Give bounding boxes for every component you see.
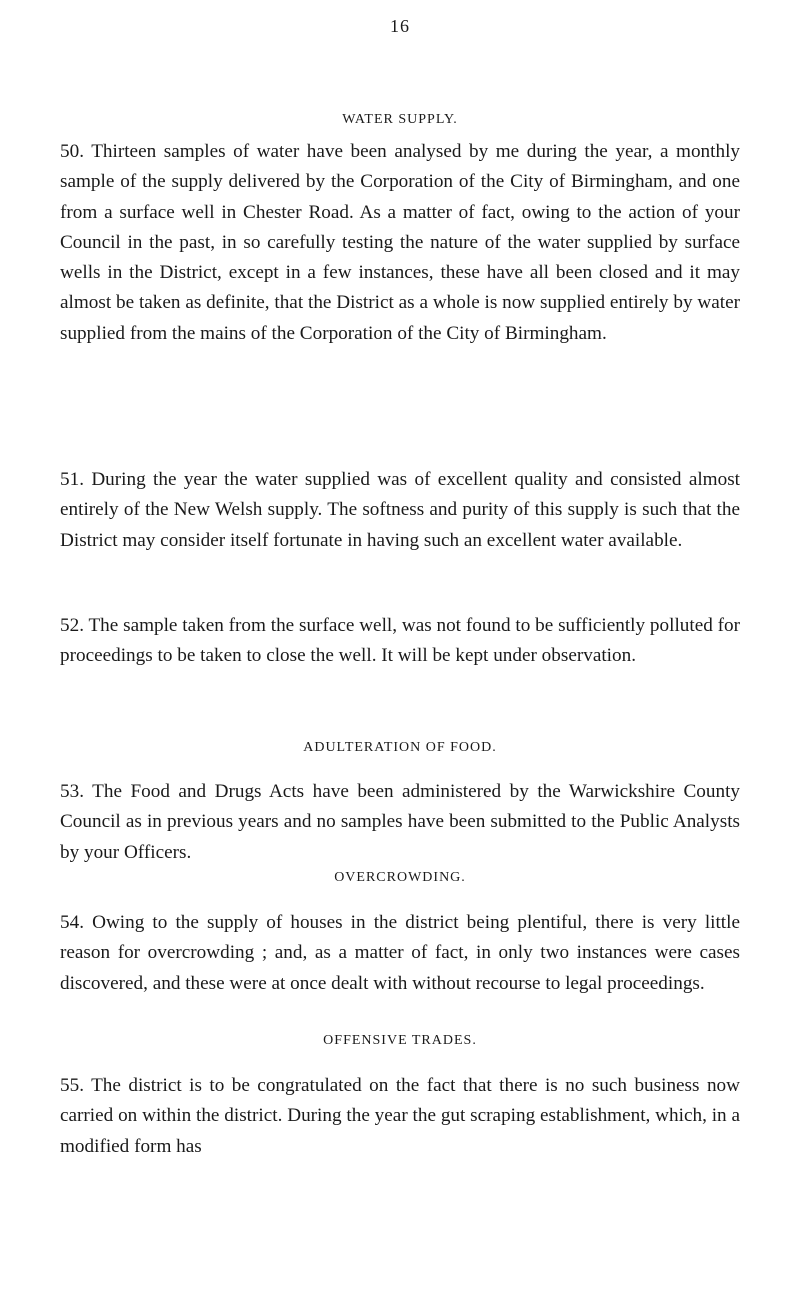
section-heading-overcrowding: OVERCROWDING. [334, 870, 466, 885]
paragraph-51: 51. During the year the water supplied was of excellent quality and consisted almost entirely of the New Welsh supply. The softness and purity of this supply is such that the District may consider itself fortunate in having such an excellent water available. [60, 469, 740, 551]
page-number: 16 [390, 16, 410, 36]
section-heading-adulteration-of-food: ADULTERATION OF FOOD. [303, 740, 497, 755]
section-heading-offensive-trades: OFFENSIVE TRADES. [323, 1033, 477, 1048]
paragraph-52: 52. The sample taken from the surface well, was not found to be sufficiently polluted for proceedings to be taken to close the well. It will be kept under observation. [60, 615, 740, 667]
section-heading-water-supply: WATER SUPPLY. [342, 112, 458, 127]
paragraph-50: 50. Thirteen samples of water have been analysed by me during the year, a monthly sample of the supply delivered by the Corporation of the City of Birmingham, and one from a surface well in Chester Road. As a matter of fact, owing to the action of your Council in the past, in so carefully testing the nature of the water supplied by surface wells in the District, except in a few instances, these have all been closed and it may almost be taken as definite, that the District as a whole is now supplied entirely by water supplied from the mains of the Corporation of the City of Birmingham. [60, 141, 740, 344]
paragraph-54: 54. Owing to the supply of houses in the district being plentiful, there is very little reason for overcrowding ; and, as a matter of fact, in only two instances were cases discovered, and these were at once dealt with without recourse to legal proceedings. [60, 912, 740, 994]
paragraph-53: 53. The Food and Drugs Acts have been administered by the Warwickshire County Council as in previous years and no samples have been submitted to the Public Analysts by your Officers. [60, 781, 740, 863]
paragraph-55: 55. The district is to be congratulated on the fact that there is no such business now carried on within the district. During the year the gut scraping establishment, which, in a modified form has [60, 1075, 740, 1157]
